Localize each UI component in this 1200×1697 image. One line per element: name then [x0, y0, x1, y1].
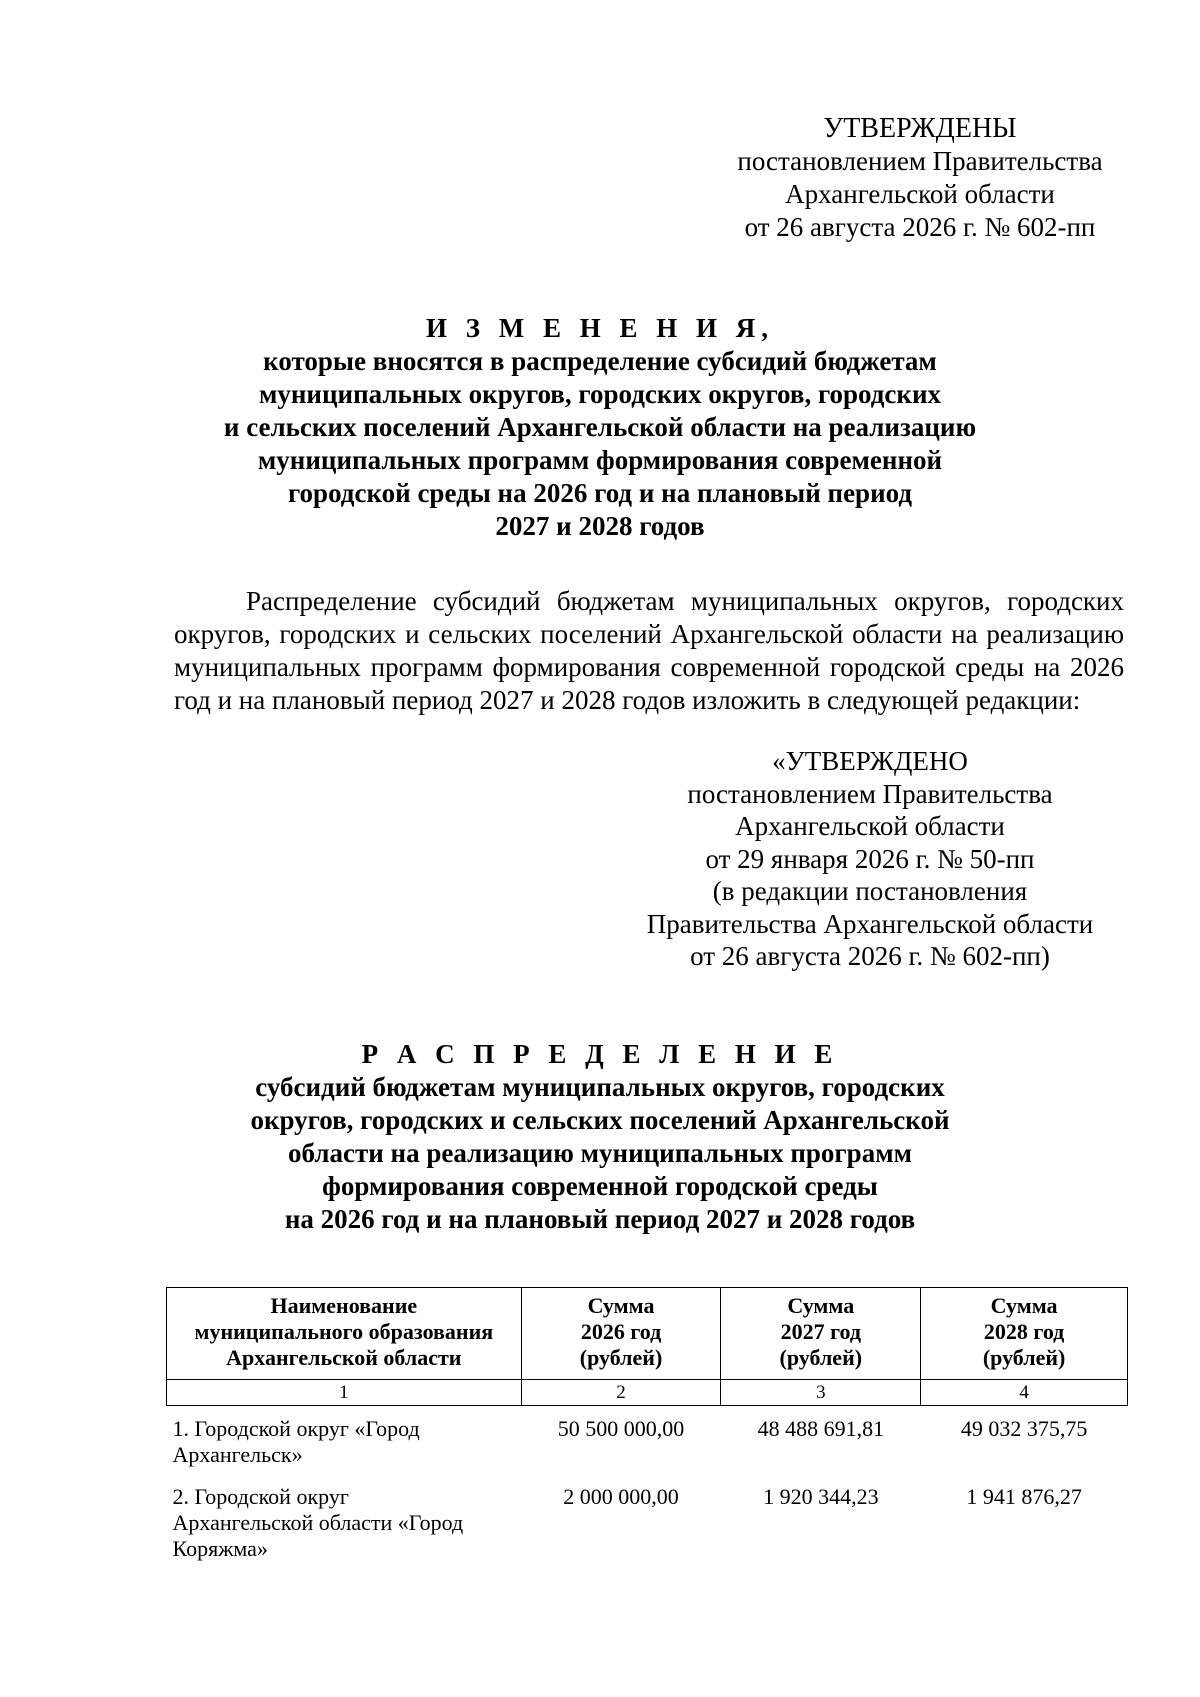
distribution-subtitle-line: формирования современной городской среды	[322, 1171, 878, 1201]
changes-title: И З М Е Н Е Н И Я,	[425, 313, 774, 343]
changes-subtitle-line: которые вносятся в распределение субсидий бюджетам	[263, 346, 937, 376]
changes-subtitle-line: муниципальных программ формирования современной	[257, 445, 943, 475]
header-line: Архангельской области	[226, 1345, 462, 1370]
column-number: 3	[721, 1380, 921, 1406]
approval2-line: Правительства Архангельской области	[646, 908, 1094, 939]
approval2-line: от 26 августа 2026 г. № 602-пп)	[690, 941, 1050, 971]
distribution-subtitle-line: субсидий бюджетам муниципальных округов, городских	[255, 1072, 945, 1102]
approval2-line: «УТВЕРЖДЕНО	[772, 746, 968, 776]
name-line: Архангельск»	[172, 1442, 303, 1467]
amount-2026: 50 500 000,00	[557, 1416, 685, 1441]
table-header-row	[167, 1288, 1128, 1380]
header-line: (рублей)	[779, 1345, 863, 1370]
approval-heading: УТВЕРЖДЕНЫ	[823, 113, 1017, 144]
header-line: 2028 год	[983, 1319, 1065, 1344]
distribution-subtitle-line: на 2026 год и на плановый период 2027 и 2028 годов	[284, 1204, 916, 1234]
approval-line: Архангельской области	[785, 179, 1055, 209]
column-number-row	[167, 1380, 1128, 1406]
name-line: 1. Городской округ «Город	[172, 1416, 420, 1441]
changes-subtitle-line: 2027 и 2028 годов	[495, 511, 705, 541]
municipality-name	[167, 1406, 522, 1475]
column-header-name	[167, 1288, 522, 1380]
changes-subtitle-line: муниципальных округов, городских округов, городских	[258, 379, 942, 409]
table-row	[167, 1474, 1128, 1568]
header-line: 2026 год	[580, 1319, 662, 1344]
name-line: Архангельской области «Город	[172, 1510, 464, 1535]
column-number: 1	[167, 1380, 522, 1406]
header-line: (рублей)	[982, 1345, 1066, 1370]
header-line: 2027 год	[780, 1319, 862, 1344]
column-header-2028	[921, 1288, 1128, 1380]
column-number: 2	[521, 1380, 721, 1406]
amount-2028: 1 941 876,27	[966, 1484, 1082, 1509]
name-line: Коряжма»	[172, 1536, 268, 1561]
distribution-subtitle-line: округов, городских и сельских поселений Архангельской	[250, 1105, 950, 1135]
header-line: Наименование	[270, 1293, 418, 1318]
header-line: Сумма	[587, 1293, 655, 1318]
approval2-line: постановлением Правительства	[687, 778, 1053, 809]
changes-subtitle-line: городской среды на 2026 год и на плановый период	[287, 478, 913, 508]
changes-title-block	[120, 312, 1080, 543]
intro-paragraph: Распределение субсидий бюджетам муниципальных округов, городских округов, городских и сельских поселений Архангельской области на реализацию муниципальных программ формирования современной городской среды на 2026 год и на плановый период 2027 и 2028 годов изложить в следующей редакции:	[174, 586, 1124, 715]
distribution-subtitle-line: области на реализацию муниципальных программ	[288, 1138, 912, 1168]
approval2-line: от 29 января 2026 г. № 50-пп	[705, 843, 1035, 874]
approval-stamp-quoted	[630, 745, 1110, 973]
header-line: Сумма	[990, 1293, 1058, 1318]
amount-2026: 2 000 000,00	[563, 1484, 679, 1509]
approval-stamp	[720, 112, 1120, 244]
header-line: (рублей)	[579, 1345, 663, 1370]
table-row	[167, 1406, 1128, 1475]
approval-line: от 26 августа 2026 г. № 602-пп	[744, 212, 1096, 242]
header-line: Сумма	[787, 1293, 855, 1318]
amount-2027: 48 488 691,81	[757, 1416, 885, 1441]
approval-line: постановлением Правительства	[737, 146, 1103, 176]
distribution-title-block	[120, 1038, 1080, 1236]
distribution-table	[166, 1287, 1128, 1568]
header-line: муниципального образования	[194, 1319, 494, 1344]
column-header-2026	[521, 1288, 721, 1380]
column-header-2027	[721, 1288, 921, 1380]
amount-2028: 49 032 375,75	[960, 1416, 1088, 1441]
name-line: 2. Городской округ	[172, 1484, 349, 1509]
approval2-line: (в редакции постановления	[712, 876, 1028, 906]
distribution-title: Р А С П Р Е Д Е Л Е Н И Е	[361, 1039, 839, 1069]
column-number: 4	[921, 1380, 1128, 1406]
amount-2027: 1 920 344,23	[763, 1484, 879, 1509]
approval2-line: Архангельской области	[735, 811, 1005, 841]
municipality-name	[167, 1474, 522, 1568]
changes-subtitle-line: и сельских поселений Архангельской области на реализацию	[223, 412, 977, 442]
